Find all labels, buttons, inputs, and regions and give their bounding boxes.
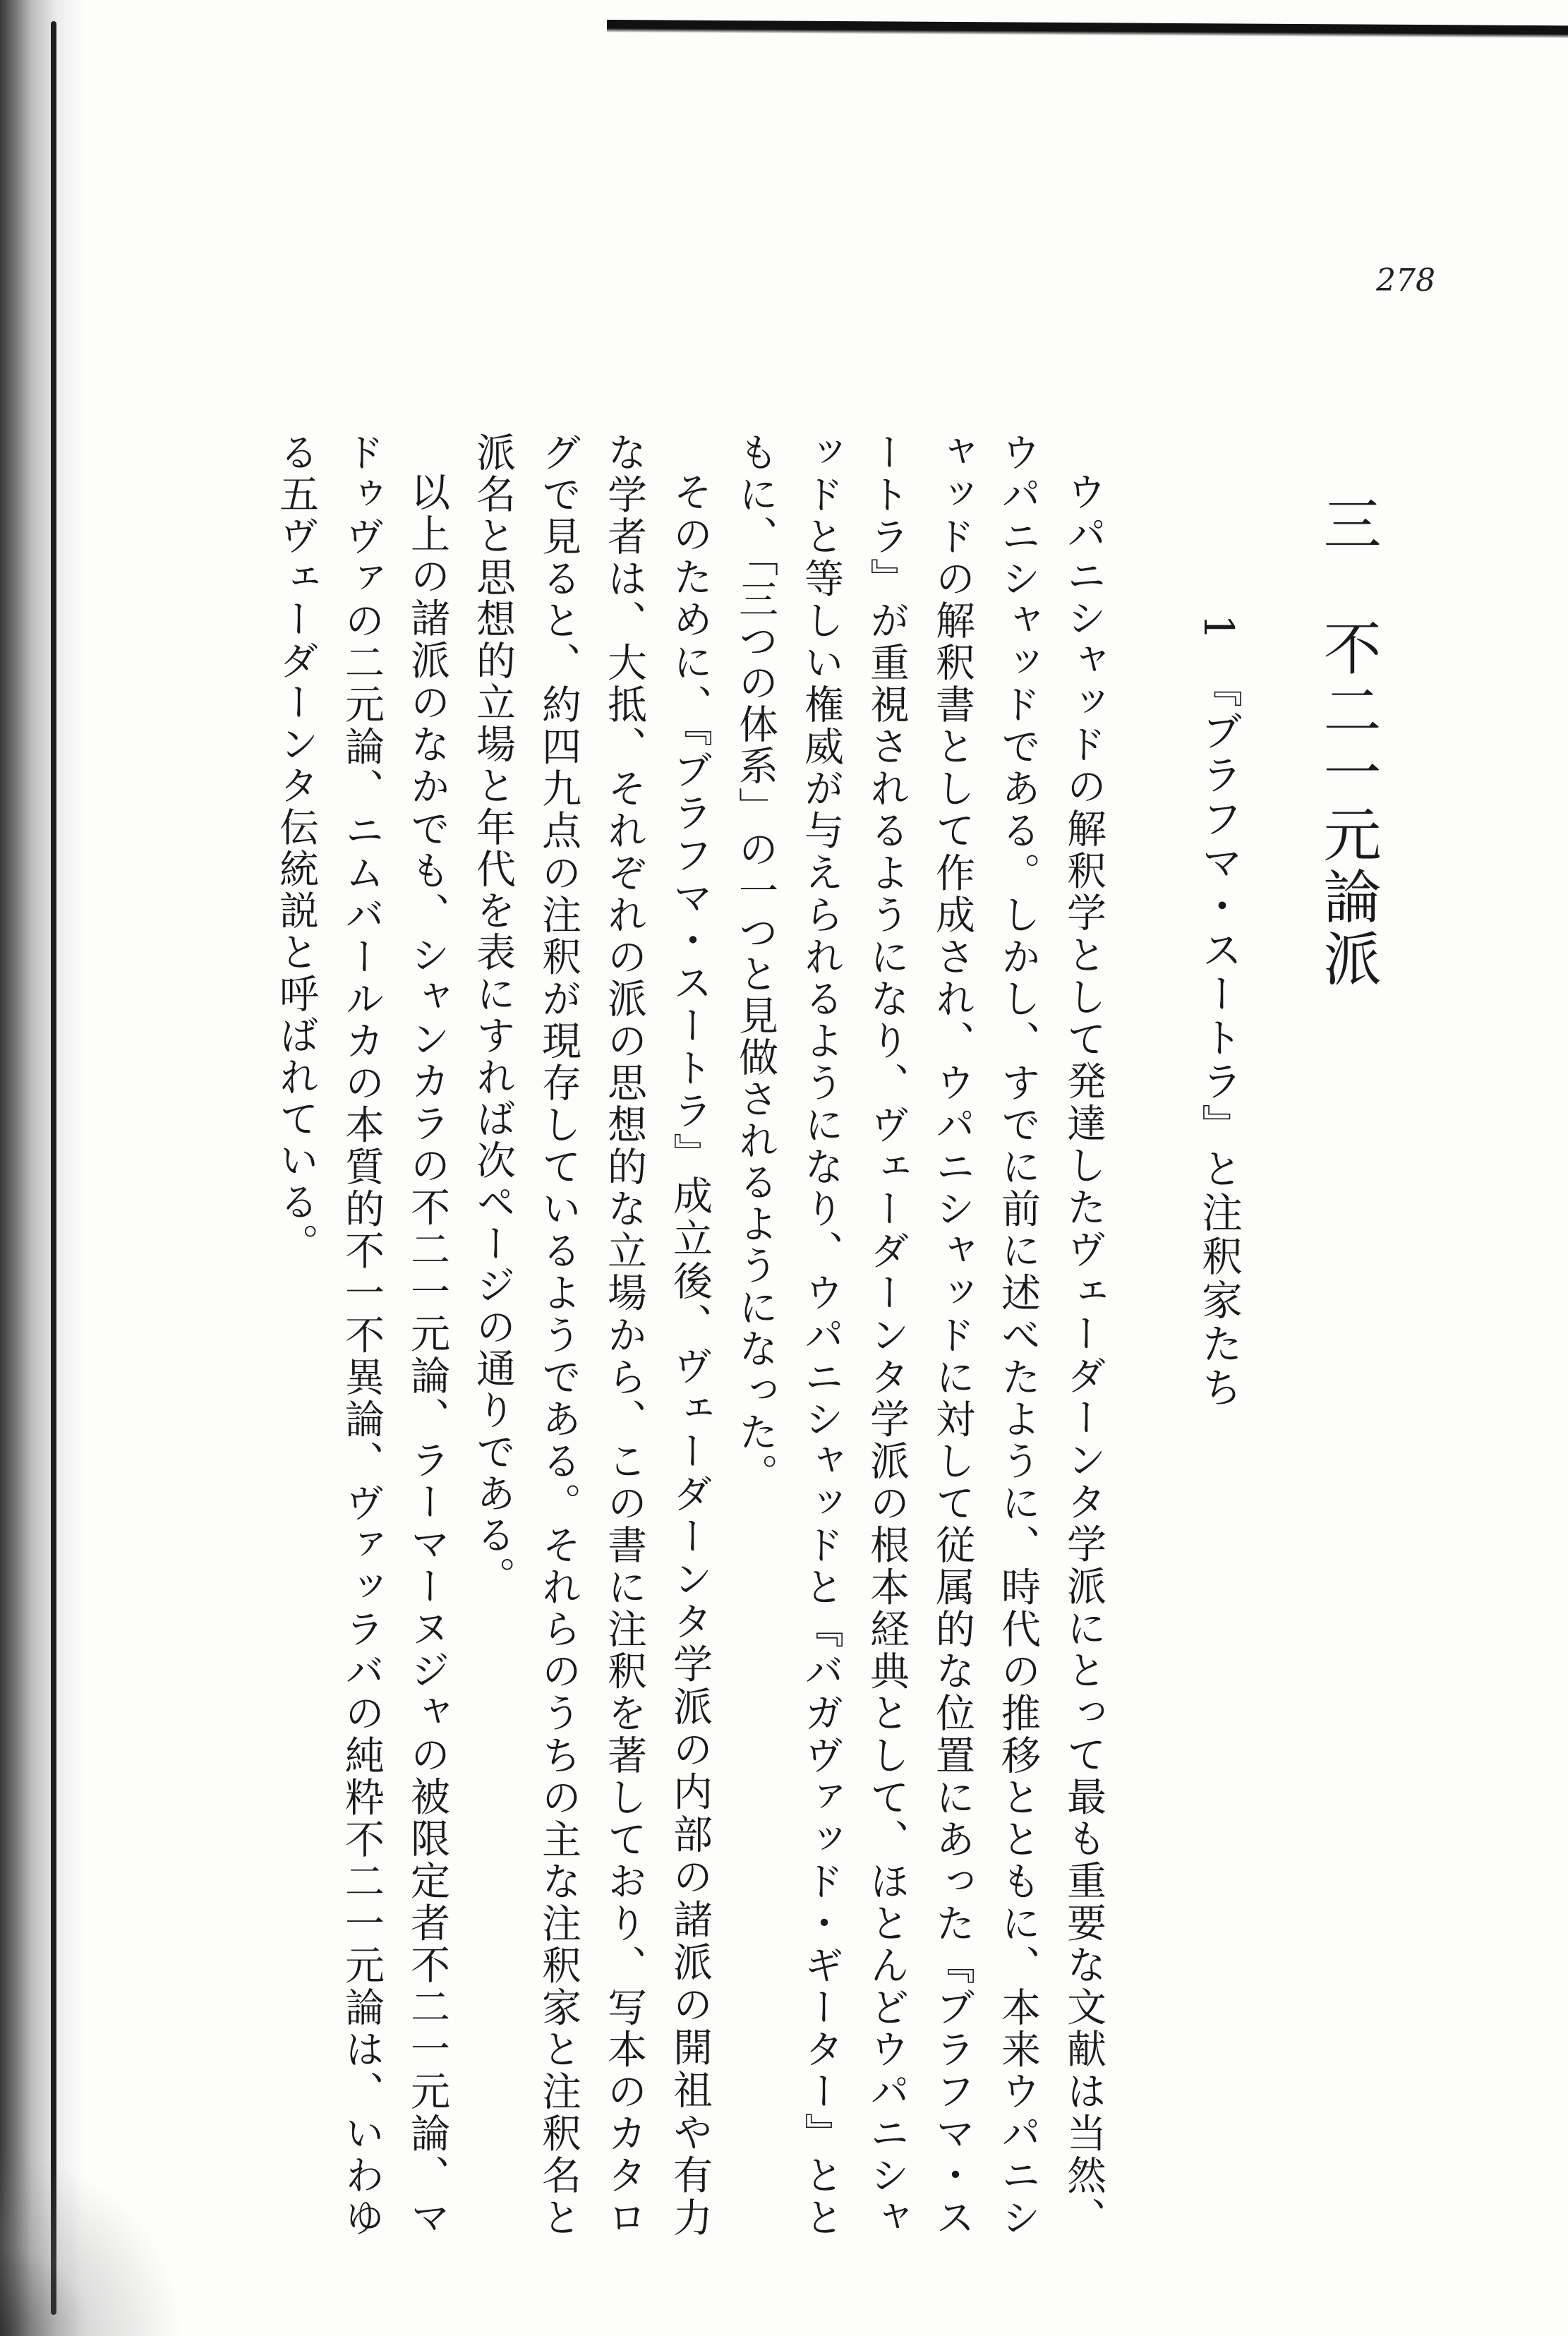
chapter-title: 三 不二一元論派 — [1314, 494, 1381, 991]
page-number: 278 — [1376, 263, 1435, 299]
section-title: 1 『ブラフマ・スートラ』と注釈家たち — [1195, 614, 1243, 1410]
paragraph-2: そのために、『ブラフマ・スートラ』成立後、ヴェーダーンタ学派の内部の諸派の開祖や有力な学者は、大抵、それぞれの派の思想的な立場から、この書に注釈を著しており、写本のカタログで見ると、約四九点の注釈が現存しているようである。それらのうちの主な注釈家と注釈名と派名と思想的立場と年代を表にすれば次ページの通りである。 — [470, 432, 713, 2239]
scan-corner-noise — [0, 2153, 183, 2336]
scan-spine-line — [51, 21, 56, 2315]
paragraph-1: ウパニシャッドの解釈学として発達したヴェーダーンタ学派にとって最も重要な文献は当然、ウパニシャッドである。しかし、すでに前に述べたように、時代の推移とともに、本来ウパニシャッドの解釈書として作成され、ウパニシャッドに対して従属的な位置にあった『ブラフマ・スートラ』が重視されるようになり、ヴェーダーンタ学派の根本経典として、ほとんどウパニシャッドと等しい権威が与えられるようになり、ウパニシャッドと『バガヴァッド・ギーター』とともに、「三つの体系」の一つと見做されるようになった。 — [732, 432, 1106, 2239]
body-text — [263, 432, 1116, 2239]
paragraph-3: 以上の諸派のなかでも、シャンカラの不二一元論、ラーマーヌジャの被限定者不二一元論、マドゥヴァの二元論、ニムバールカの本質的不一不異論、ヴァッラバの純粋不二一元論は、いわゆる五ヴェーダーンタ伝統説と呼ばれている。 — [273, 432, 450, 2239]
scan-spine-shadow — [0, 0, 85, 2336]
scan-top-edge — [607, 20, 1568, 38]
